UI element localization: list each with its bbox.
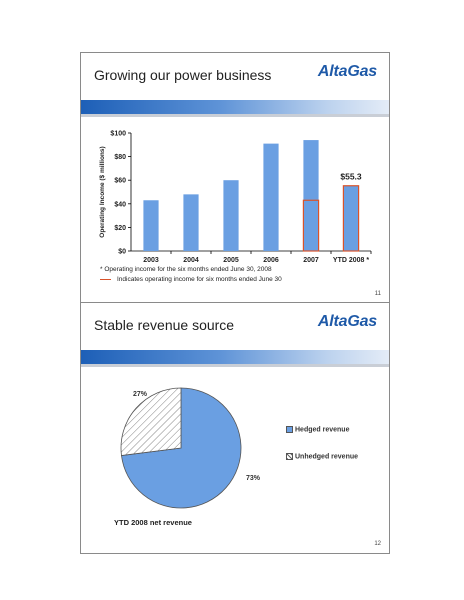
operating-income-bar-chart [81,125,390,285]
altagas-logo: AltaGas [317,63,377,80]
orange-line-swatch [100,279,111,281]
bar [223,180,238,251]
header-banner-shadow [81,364,389,367]
slide-operating-income [80,52,390,304]
page-number: 11 [374,291,381,297]
x-tick-label: 2005 [223,257,239,264]
data-label: $55.3 [340,171,362,182]
altagas-logo: AltaGas [317,313,377,330]
bar [263,144,278,251]
footnote-six-months: * Operating income for the six months ended June 30, 2008 [100,266,272,273]
x-tick-label: YTD 2008 * [332,257,370,264]
x-tick-label: 2006 [263,257,279,264]
x-tick-label: 2003 [143,257,159,264]
bar [143,200,158,251]
page-number: 12 [374,541,381,547]
revenue-pie-chart [101,373,261,513]
header-banner-shadow [81,114,389,117]
y-tick-label: $100 [110,130,126,138]
legend-unhedged-swatch [286,453,293,460]
slide-revenue-source [80,302,390,554]
legend-hedged [286,426,349,433]
header-banner [81,350,389,364]
legend-unhedged [286,453,358,460]
legend-hedged-label: Hedged revenue [295,426,350,434]
bar [343,186,358,251]
y-axis-label: Operating Income ($ millions) [99,146,106,238]
pie-slice-unhedged [121,388,181,456]
pie-label-unhedged: 27% [133,391,148,398]
x-tick-label: 2004 [183,257,199,264]
legend-unhedged-label: Unhedged revenue [295,453,359,461]
y-tick-label: $60 [114,177,126,185]
x-tick-label: 2007 [303,257,319,264]
y-tick-label: $40 [114,201,126,209]
pie-caption: YTD 2008 net revenue [114,518,192,527]
y-tick-label: $0 [118,248,126,256]
pie-label-hedged: 73% [246,475,261,482]
slide-title: Stable revenue source [94,317,235,333]
header-banner [81,100,389,114]
legend-hedged-swatch [286,426,293,433]
y-tick-label: $20 [114,224,126,232]
legend-six-month-label: Indicates operating income for six months ended June 30 [117,276,282,283]
legend-six-month-indicator [100,276,282,283]
slide-title: Growing our power business [94,67,272,83]
bar [303,140,318,251]
bar [183,194,198,251]
y-tick-label: $80 [114,154,126,162]
